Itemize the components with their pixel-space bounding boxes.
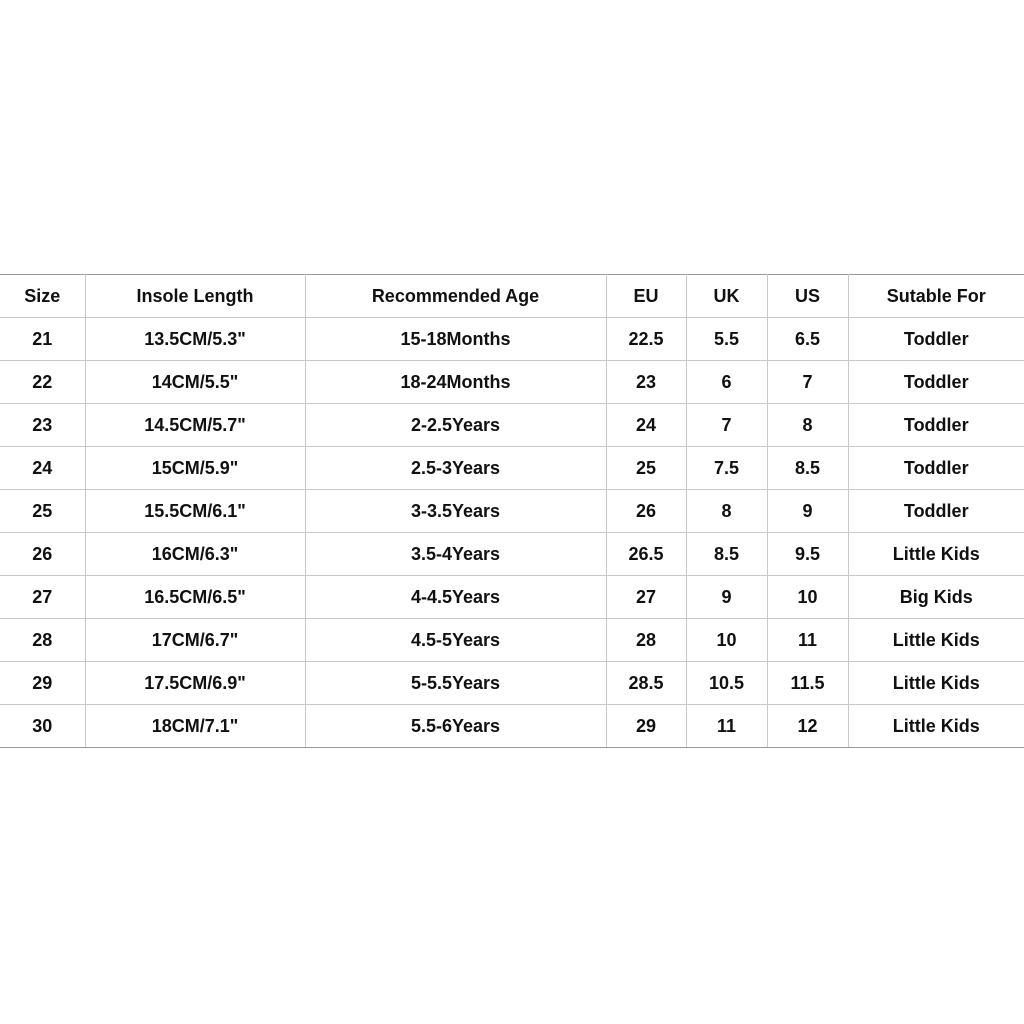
header-recommended-age: Recommended Age [305,275,606,318]
cell-recommended-age: 15-18Months [305,318,606,361]
table-row [0,490,1024,533]
table-row [0,576,1024,619]
cell-size: 21 [0,318,85,361]
table-row [0,447,1024,490]
size-chart-table [0,274,1024,748]
cell-us: 8 [767,404,848,447]
cell-recommended-age: 2-2.5Years [305,404,606,447]
cell-eu: 25 [606,447,686,490]
cell-us: 8.5 [767,447,848,490]
cell-us: 10 [767,576,848,619]
cell-recommended-age: 3-3.5Years [305,490,606,533]
cell-insole-length: 17CM/6.7" [85,619,305,662]
cell-us: 6.5 [767,318,848,361]
cell-insole-length: 15.5CM/6.1" [85,490,305,533]
cell-us: 11 [767,619,848,662]
cell-size: 25 [0,490,85,533]
cell-size: 28 [0,619,85,662]
cell-recommended-age: 2.5-3Years [305,447,606,490]
cell-eu: 22.5 [606,318,686,361]
cell-eu: 24 [606,404,686,447]
cell-size: 30 [0,705,85,748]
cell-suitable-for: Little Kids [848,662,1024,705]
cell-size: 23 [0,404,85,447]
cell-size: 26 [0,533,85,576]
table-row [0,533,1024,576]
cell-insole-length: 16.5CM/6.5" [85,576,305,619]
cell-uk: 9 [686,576,767,619]
cell-size: 24 [0,447,85,490]
header-insole-length: Insole Length [85,275,305,318]
cell-us: 9 [767,490,848,533]
cell-eu: 23 [606,361,686,404]
cell-size: 27 [0,576,85,619]
cell-us: 11.5 [767,662,848,705]
cell-us: 7 [767,361,848,404]
cell-uk: 7.5 [686,447,767,490]
cell-insole-length: 14.5CM/5.7" [85,404,305,447]
cell-size: 29 [0,662,85,705]
cell-eu: 28 [606,619,686,662]
cell-eu: 29 [606,705,686,748]
cell-uk: 6 [686,361,767,404]
header-us: US [767,275,848,318]
cell-recommended-age: 5.5-6Years [305,705,606,748]
cell-recommended-age: 4.5-5Years [305,619,606,662]
table-row [0,361,1024,404]
cell-insole-length: 14CM/5.5" [85,361,305,404]
cell-suitable-for: Toddler [848,318,1024,361]
cell-insole-length: 16CM/6.3" [85,533,305,576]
header-eu: EU [606,275,686,318]
cell-suitable-for: Little Kids [848,705,1024,748]
table-row [0,705,1024,748]
cell-size: 22 [0,361,85,404]
table-row [0,662,1024,705]
cell-uk: 10.5 [686,662,767,705]
table-row [0,619,1024,662]
table-row [0,404,1024,447]
cell-insole-length: 17.5CM/6.9" [85,662,305,705]
cell-uk: 11 [686,705,767,748]
header-uk: UK [686,275,767,318]
cell-uk: 10 [686,619,767,662]
cell-eu: 27 [606,576,686,619]
cell-recommended-age: 4-4.5Years [305,576,606,619]
cell-uk: 8.5 [686,533,767,576]
cell-suitable-for: Toddler [848,447,1024,490]
cell-uk: 7 [686,404,767,447]
cell-insole-length: 15CM/5.9" [85,447,305,490]
cell-us: 12 [767,705,848,748]
cell-suitable-for: Little Kids [848,533,1024,576]
cell-recommended-age: 18-24Months [305,361,606,404]
cell-eu: 28.5 [606,662,686,705]
cell-uk: 5.5 [686,318,767,361]
cell-uk: 8 [686,490,767,533]
cell-suitable-for: Big Kids [848,576,1024,619]
cell-us: 9.5 [767,533,848,576]
cell-recommended-age: 5-5.5Years [305,662,606,705]
cell-insole-length: 13.5CM/5.3" [85,318,305,361]
table-header-row [0,275,1024,318]
header-size: Size [0,275,85,318]
cell-suitable-for: Toddler [848,361,1024,404]
table-row [0,318,1024,361]
cell-insole-length: 18CM/7.1" [85,705,305,748]
cell-eu: 26.5 [606,533,686,576]
cell-eu: 26 [606,490,686,533]
header-suitable-for: Sutable For [848,275,1024,318]
cell-recommended-age: 3.5-4Years [305,533,606,576]
cell-suitable-for: Toddler [848,490,1024,533]
cell-suitable-for: Toddler [848,404,1024,447]
cell-suitable-for: Little Kids [848,619,1024,662]
